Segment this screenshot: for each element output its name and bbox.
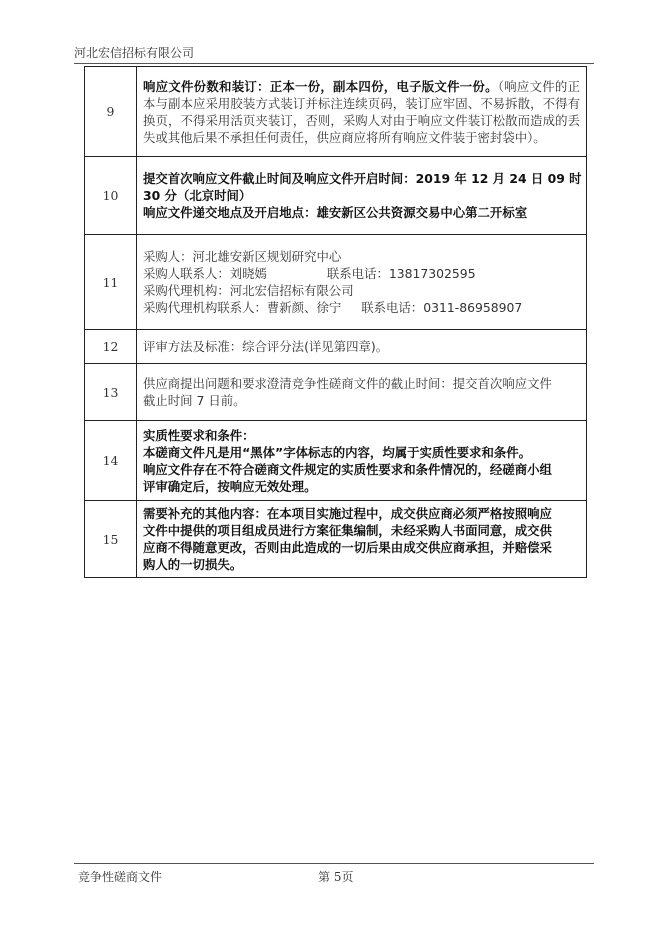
row-number: 15 (85, 501, 137, 578)
table-row (85, 157, 587, 235)
substantive-line: 响应文件存在不符合磋商文件规定的实质性要求和条件情况的，经磋商小组 (143, 461, 552, 477)
row-content (137, 330, 587, 364)
purchaser-phone: 联系电话：13817302595 (326, 266, 476, 281)
deadline-time-line: 30 分（北京时间） (143, 188, 252, 203)
footer-divider (74, 863, 594, 864)
purchaser-line: 采购人：河北雄安新区规划研究中心 (143, 249, 342, 264)
row-number: 14 (85, 421, 137, 501)
table-row (85, 235, 587, 330)
supplement-line: 应商不得随意更改，否则由此造成的一切后果由成交供应商承担，并赔偿采 (143, 540, 552, 555)
footer-doc-name: 竞争性磋商文件 (78, 870, 163, 884)
substantive-line: 本磋商文件凡是用“黑体”字体标志的内容，均属于实质性要求和条件。 (143, 444, 532, 460)
header-company: 河北宏信招标有限公司 (74, 46, 195, 60)
table-row (85, 67, 587, 157)
copies-binding-detail: （响应文件的正本与副本应采用胶装方式装订并标注连续页码，装订应牢固、不易拆散，不得有换页，不得采用活页夹装订，否则，采购人对由于响应文件装订松散而造成的丢失或其他后果不承担任何责任，供应商应将所有响应文件装于密封袋中）。 (143, 78, 580, 145)
supplement-line: 购人的一切损失。 (143, 557, 243, 572)
purchaser-contact-line (143, 265, 580, 282)
supplement-line: 需要补充的其他内容：在本项目实施过程中，成交供应商必须严格按照响应 (143, 506, 552, 521)
purchaser-contact: 采购人联系人：刘晓嫣 (143, 266, 267, 281)
row-content (137, 501, 587, 578)
row-content (137, 67, 587, 157)
row-number: 12 (85, 330, 137, 364)
table-row (85, 330, 587, 364)
clarification-deadline: 截止时间 7 日前。 (143, 393, 246, 408)
row-content (137, 421, 587, 501)
row-content (137, 364, 587, 421)
table-row (85, 501, 587, 578)
clause-table (84, 66, 587, 578)
deadline-line: 提交首次响应文件截止时间及响应文件开启时间：2019 年 12 月 24 日 09 时 (143, 171, 582, 186)
substantive-heading: 实质性要求和条件： (143, 427, 255, 443)
footer-page-number: 第 5页 (318, 870, 354, 884)
agency-line: 采购代理机构：河北宏信招标有限公司 (143, 283, 354, 298)
row-number: 13 (85, 364, 137, 421)
venue-line: 响应文件递交地点及开启地点：雄安新区公共资源交易中心第二开标室 (143, 205, 528, 220)
supplement-line: 文件中提供的项目组成员进行方案征集编制，未经采购人书面同意，成交供 (143, 523, 552, 538)
row-content (137, 157, 587, 235)
substantive-line: 评审确定后，按响应无效处理。 (143, 478, 317, 494)
header-divider (74, 63, 594, 64)
row-number: 10 (85, 157, 137, 235)
agency-phone: 联系电话：0311-86958907 (361, 300, 523, 315)
copies-binding-heading: 响应文件份数和装订：正本一份，副本四份，电子版文件一份。 (143, 78, 498, 94)
table-row (85, 421, 587, 501)
row-number: 9 (85, 67, 137, 157)
agency-contact-line (143, 299, 580, 316)
clarification-line: 供应商提出问题和要求澄清竞争性磋商文件的截止时间：提交首次响应文件 (143, 376, 552, 391)
row-number: 11 (85, 235, 137, 330)
row-content (137, 235, 587, 330)
table-row (85, 364, 587, 421)
evaluation-method: 评审方法及标准：综合评分法(详见第四章)。 (143, 339, 389, 354)
agency-contact: 采购代理机构联系人：曹新颜、徐宁 (143, 300, 342, 315)
